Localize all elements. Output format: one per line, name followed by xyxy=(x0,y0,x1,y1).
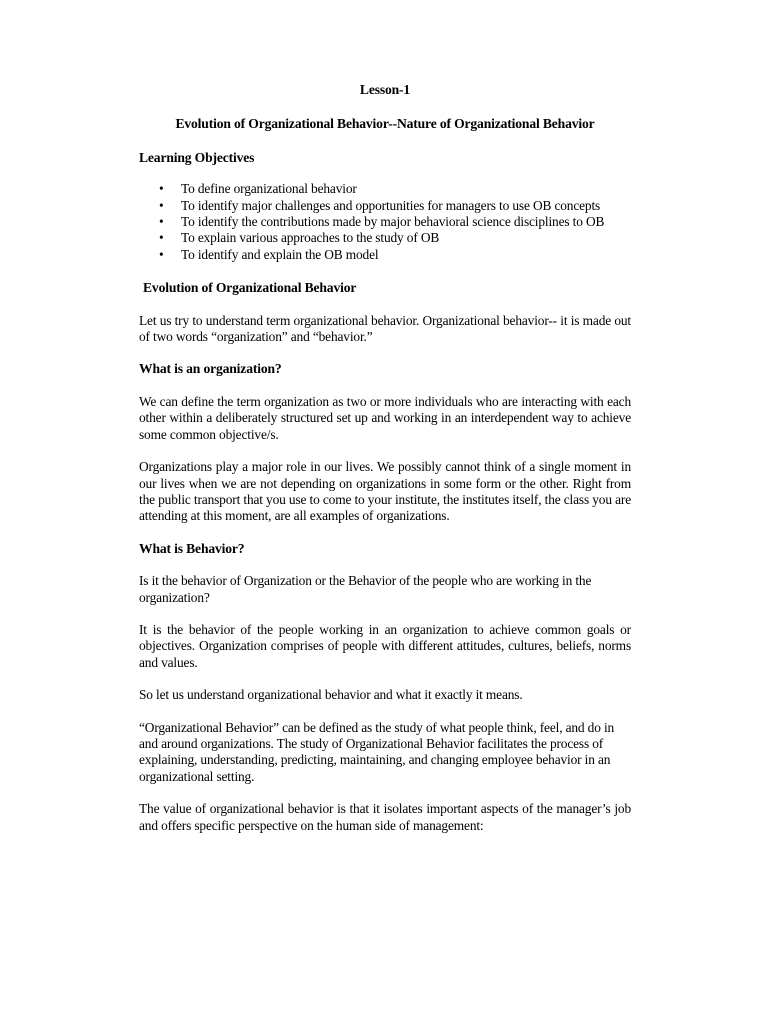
list-item xyxy=(139,230,631,246)
understand-ob-paragraph: So let us understand organizational behavior and what it exactly it means. xyxy=(139,687,523,703)
organization-role-paragraph: Organizations play a major role in our lives. We possibly cannot think of a single moment in our lives when we are not depending on organizations in some form or the other. Right from the public transport that you use to come to your institute, the institutes itself, the class you are attending at this moment, are all examples of organizations. xyxy=(139,459,631,524)
list-item xyxy=(139,198,631,214)
learning-objectives-heading: Learning Objectives xyxy=(139,149,255,165)
objective-text: To identify the contributions made by major behavioral science disciplines to OB xyxy=(181,214,605,230)
main-title: Evolution of Organizational Behavior--Nature of Organizational Behavior xyxy=(175,116,595,132)
ob-definition-paragraph: “Organizational Behavior” can be defined as the study of what people think, feel, and do in and around organizations. The study of Organizational Behavior facilitates the process of explaining, understanding, predicting, maintaining, and changing employee behavior in an organizational setting. xyxy=(139,719,615,784)
objective-text: To identify major challenges and opportunities for managers to use OB concepts xyxy=(181,197,601,213)
bullet-icon: • xyxy=(159,230,164,246)
objective-text: To identify and explain the OB model xyxy=(181,246,379,262)
bullet-icon: • xyxy=(159,181,164,197)
evolution-heading: Evolution of Organizational Behavior xyxy=(143,280,357,296)
ob-value-paragraph: The value of organizational behavior is that it isolates important aspects of the manager’s job and offers specific perspective on the human side of management: xyxy=(139,801,631,833)
bullet-icon: • xyxy=(159,246,164,262)
document-page xyxy=(139,82,631,850)
list-item xyxy=(139,247,631,263)
organization-heading: What is an organization? xyxy=(139,361,282,377)
objective-text: To explain various approaches to the study of OB xyxy=(181,230,440,246)
evolution-paragraph: Let us try to understand term organizational behavior. Organizational behavior-- it is made out of two words “organization” and “behavior.” xyxy=(139,312,631,345)
bullet-icon: • xyxy=(159,197,164,213)
list-item xyxy=(139,181,631,197)
list-item xyxy=(139,214,631,230)
learning-objectives-list xyxy=(139,181,631,263)
lesson-title: Lesson-1 xyxy=(359,82,411,97)
behavior-people-paragraph: It is the behavior of the people working in an organization to achieve common goals or objectives. Organization comprises of people with different attitudes, cultures, beliefs, norms and values. xyxy=(139,621,631,670)
objective-text: To define organizational behavior xyxy=(181,181,357,197)
behavior-question-paragraph: Is it the behavior of Organization or the Behavior of the people who are working in the organization? xyxy=(139,573,592,605)
organization-definition-paragraph: We can define the term organization as two or more individuals who are interacting with each other within a deliberately structured set up and working in an interdependent way to achieve some common objective/s. xyxy=(139,393,631,442)
behavior-heading: What is Behavior? xyxy=(139,540,245,556)
bullet-icon: • xyxy=(159,214,164,230)
